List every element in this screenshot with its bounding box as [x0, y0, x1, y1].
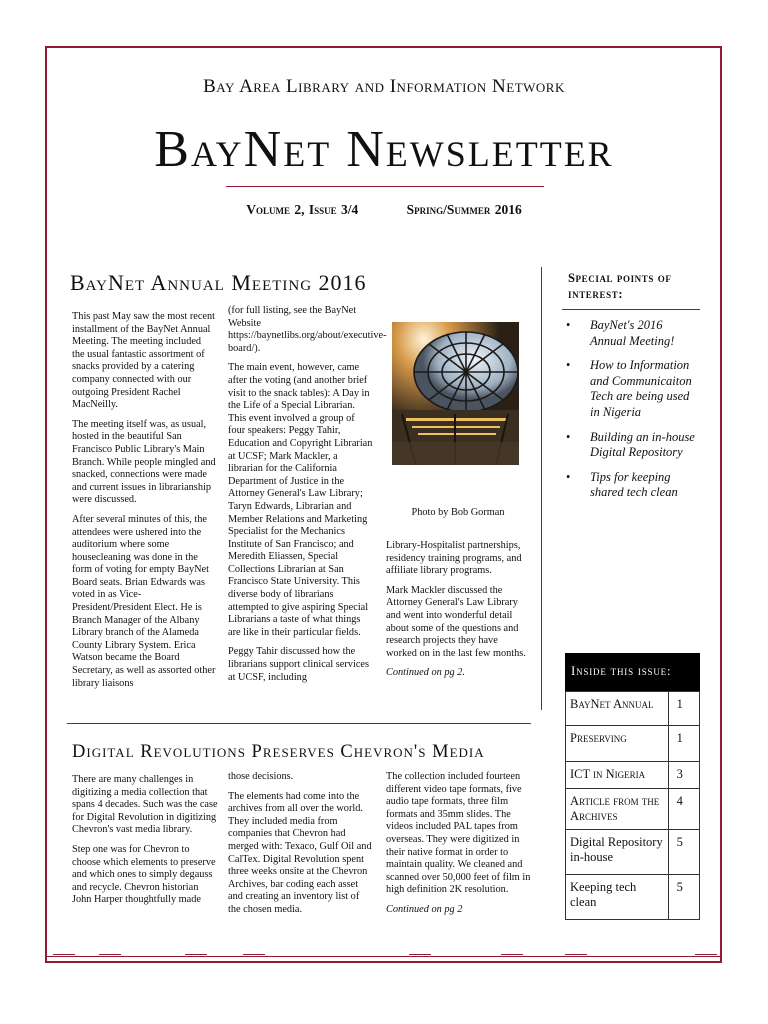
bullet-icon: •: [566, 469, 571, 484]
article-paragraph: The collection included fourteen different video tape formats, five audio tape formats, three film formats and 35mm slides. The videos included PAL tapes from overseas. They were digitized in their native format in order to maintain quality. We cleaned and scanned over 50,000 feet of film in high definition 2K resolution.: [386, 771, 531, 896]
issue-line: [0, 202, 768, 218]
point-text: Building an in-house Digital Repository: [590, 429, 695, 460]
frame-ornament: [695, 954, 717, 957]
list-item: [566, 470, 700, 501]
bullet-icon: •: [566, 318, 571, 332]
toc-title[interactable]: ICT in Nigeria: [566, 762, 669, 789]
frame-ornament: [185, 954, 207, 957]
toc-page: 5: [668, 830, 699, 875]
toc-title[interactable]: Digital Repository in-house: [566, 830, 669, 875]
article-paragraph: There are many challenges in digitizing a media collection that spans 4 decades. Such was the case for Digital Revolution in digitizing Chevron's vast media library.: [72, 774, 218, 836]
list-item: [566, 358, 700, 420]
photo-caption: Photo by Bob Gorman: [411, 507, 505, 518]
org-name: Bay Area Library and Information Network: [203, 76, 565, 97]
library-dome-photo: [392, 322, 519, 465]
article-paragraph: This past May saw the most recent installment of the BayNet Annual Meeting. The meeting included the usual fantastic assortment of snacks provided by a catering company connected with our outgoing President Rachel MacNeilly.: [72, 311, 215, 411]
article-paragraph: (for full listing, see the BayNet Website https://baynetlibs.org/about/executive-board/).: [228, 305, 387, 354]
bullet-icon: •: [566, 429, 571, 444]
continued-note[interactable]: Continued on pg 2: [386, 903, 463, 915]
toc-page: 5: [668, 875, 699, 920]
frame-ornament: [243, 954, 265, 957]
article-paragraph: The elements had come into the archives from all over the world. They included media from companies that Chevron had merged with: Texaco, Gulf Oil and CalTex. Digital Revolution spent three weeks onsite at the Chevron Archives, bar coding each asset and creating an inventory list of the chosen media.: [228, 790, 372, 915]
point-text: BayNet's 2016 Annual Meeting!: [590, 318, 675, 348]
toc-title[interactable]: Keeping tech clean: [566, 875, 669, 920]
toc-page: 4: [668, 789, 699, 830]
toc-title[interactable]: BayNet Annual: [566, 692, 669, 726]
article-paragraph: Peggy Tahir discussed how the librarians support clinical services at UCSF, including: [228, 646, 369, 683]
table-row[interactable]: [566, 875, 700, 920]
article-headline-annual-meeting: BayNet Annual Meeting 2016: [70, 270, 367, 295]
article-column: [72, 311, 216, 697]
article-paragraph: The meeting itself was, as usual, hosted in the beautiful San Francisco Public Library's Main Branch. While people mingled and snacked, connections were made and current issues in librarianship were discussed.: [72, 418, 216, 506]
toc-title[interactable]: Preserving: [566, 726, 669, 762]
table-row[interactable]: [566, 789, 700, 830]
point-text: How to Information and Communicaiton Tech are being used in Nigeria: [590, 358, 692, 419]
inside-issue-title: Inside this issue:: [565, 653, 700, 691]
point-text: Tips for keeping shared tech clean: [590, 469, 678, 500]
toc-title[interactable]: Article from the Archives: [566, 789, 669, 830]
table-row[interactable]: [566, 692, 700, 726]
article-column: [386, 540, 530, 687]
bullet-icon: •: [566, 358, 571, 373]
toc-page: 3: [668, 762, 699, 789]
points-of-interest-title: Special points of interest:: [568, 271, 672, 301]
article-paragraph: those decisions.: [228, 771, 294, 782]
newsletter-title: BayNet Newsletter: [154, 121, 614, 178]
masthead-rule: [226, 186, 544, 187]
article-paragraph: Library-Hospitalist partnerships, residency training programs, and affiliate library programs.: [386, 540, 522, 577]
article-paragraph: Step one was for Chevron to choose which elements to preserve and which ones to simply degauss and recycle. Chevron historian John Harper thoughtfully made: [72, 843, 216, 906]
issue-number: Volume 2, Issue 3/4: [246, 202, 359, 217]
continued-note[interactable]: Continued on pg 2.: [386, 667, 465, 679]
dome-skylight-image: [392, 322, 519, 465]
article-column: [72, 774, 218, 914]
toc-page: 1: [668, 726, 699, 762]
frame-ornament: [53, 954, 75, 957]
article-headline-chevron: Digital Revolutions Preserves Chevron's Media: [72, 742, 485, 762]
table-row[interactable]: [566, 762, 700, 789]
sidebar-divider: [541, 267, 542, 710]
article-paragraph: The main event, however, came after the voting (and another brief visit to the snack tables): A Day in the Life of a Special Librarian. This event involved a group of four speakers: Peggy Tahir, Education and Copyright Librarian at UCSF; Mark Mackler, a librarian for the California Department of Justice in the Attorney General's Law Library; Taryn Edwards, Librarian and Member Relations and Marketing Specialist for the Mechanics Institute of San Francisco; and Meredith Eliassen, Special Collections Librarian at San Francisco State University. This diverse body of librarians attempted to give aspiring Special Librarians a taste of what things are like in their particular fields.: [228, 362, 373, 638]
article-paragraph: Mark Mackler discussed the Attorney General's Law Library and went into wonderful detail about some of the questions and research projects they have worked on in the last few months.: [386, 584, 526, 659]
article-column: [228, 305, 387, 691]
section-divider: [67, 723, 531, 724]
frame-ornament: [409, 954, 431, 957]
toc-page: 1: [668, 692, 699, 726]
issue-season: Spring/Summer 2016: [406, 202, 522, 217]
table-row[interactable]: [566, 830, 700, 875]
list-item: [566, 318, 700, 349]
frame-ornament: [501, 954, 523, 957]
table-row[interactable]: [566, 726, 700, 762]
points-of-interest-list: [566, 318, 700, 510]
points-rule: [562, 309, 700, 310]
bottom-rule: [47, 956, 720, 957]
frame-ornament: [565, 954, 587, 957]
inside-issue-table: [565, 691, 700, 920]
article-column: [386, 771, 532, 924]
article-paragraph: After several minutes of this, the attendees were ushered into the auditorium where some housecleaning was done in the form of voting for empty BayNet Board seats. Brian Edwards was voted in as Vice-President/President Elect. He is Branch Manager of the Albany Library branch of the Alameda County Library System. Erica Watson became the Board Secretary, as well as assorted other library liaisons: [72, 513, 216, 689]
article-column: [228, 771, 373, 924]
list-item: [566, 430, 700, 461]
frame-ornament: [99, 954, 121, 957]
